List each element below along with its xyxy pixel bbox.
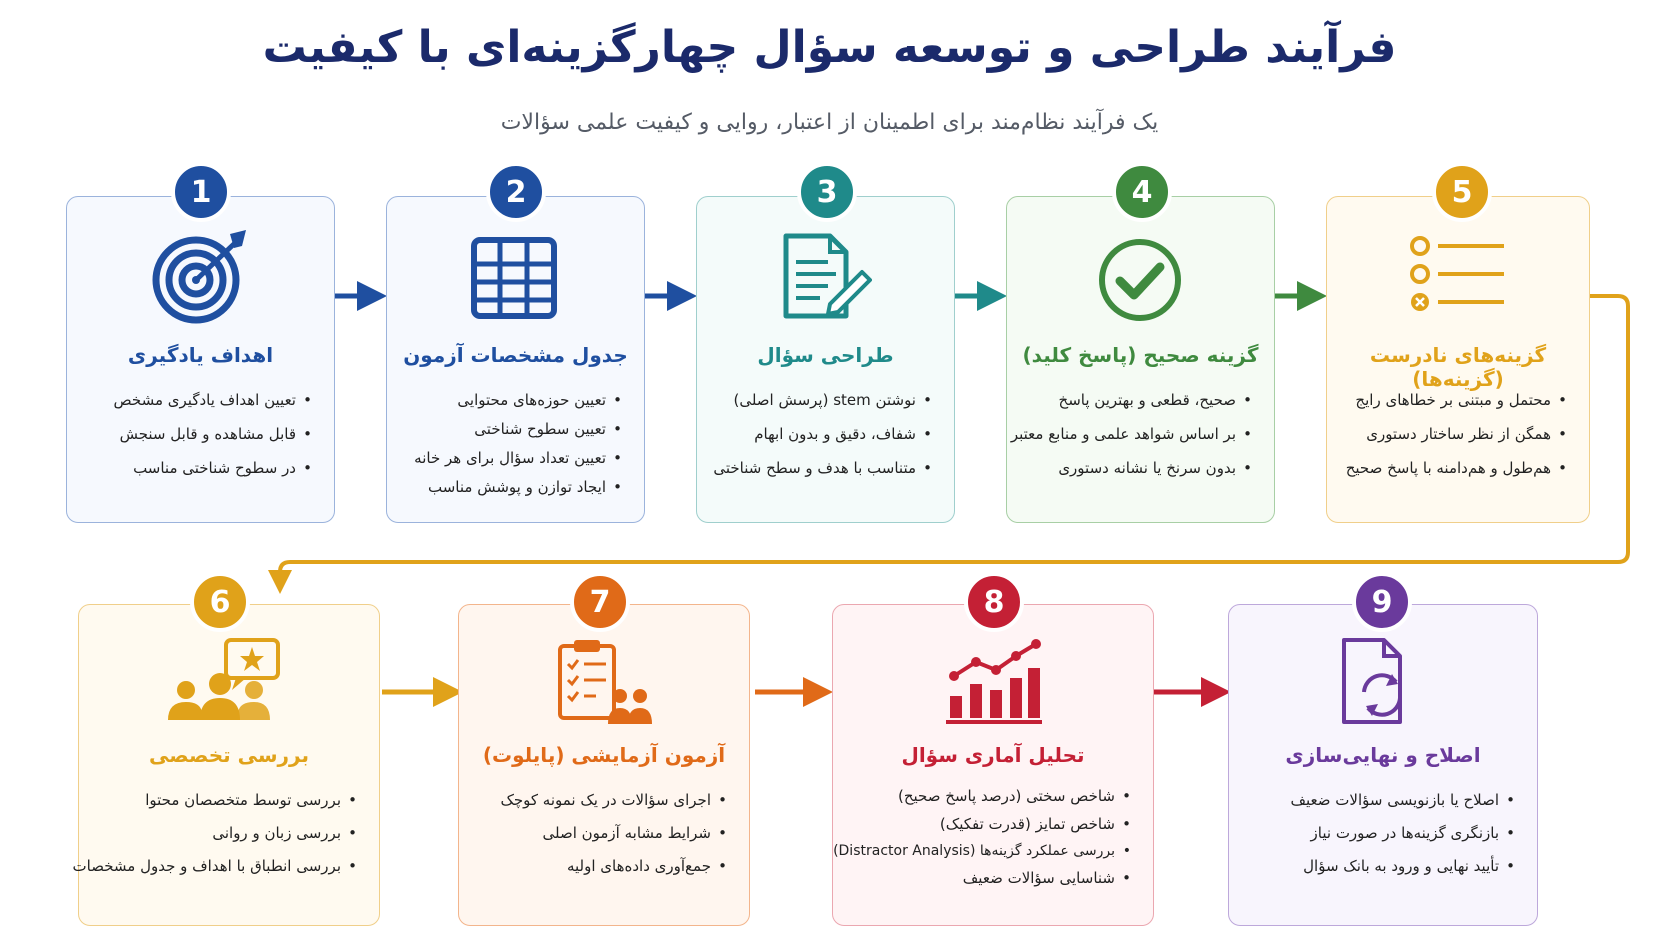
step-number-badge: 4 <box>1112 162 1172 222</box>
step-number-badge: 2 <box>486 162 546 222</box>
step-item: • بررسی زبان و روانی <box>97 824 357 842</box>
step-title: طراحی سؤال <box>757 343 894 367</box>
step-item: • ایجاد توازن و پوشش مناسب <box>405 478 622 496</box>
step-title: بررسی تخصصی <box>149 743 309 767</box>
step-item: • بررسی توسط متخصصان محتوا <box>97 791 357 809</box>
step-title: گزینه صحیح (پاسخ کلید) <box>1022 343 1259 367</box>
step-item: • بررسی عملکرد گزینه‌ها (Distractor Analysis) <box>851 843 1131 859</box>
step-item: • شفاف، دقیق و بدون ابهام <box>715 425 932 443</box>
step-item: • قابل مشاهده و قابل سنجش <box>85 425 312 443</box>
step-item: • محتمل و مبتنی بر خطاهای رایج <box>1345 391 1567 409</box>
step-item: • شرایط مشابه آزمون اصلی <box>477 824 727 842</box>
check-circle-icon <box>1096 236 1184 324</box>
bar-chart-trend-icon <box>944 638 1044 726</box>
step-number-badge: 8 <box>964 572 1024 632</box>
step-item: • در سطوح شناختی مناسب <box>85 459 312 477</box>
step-item: • تعیین سطوح شناختی <box>405 420 622 438</box>
clipboard-group-icon <box>556 636 652 728</box>
step-item: • جمع‌آوری داده‌های اولیه <box>477 857 727 875</box>
step-number-badge: 5 <box>1432 162 1492 222</box>
grid-table-icon <box>470 236 558 320</box>
step-number-badge: 9 <box>1352 572 1412 632</box>
document-refresh-icon <box>1338 636 1422 728</box>
step-item: • تأیید نهایی و ورود به بانک سؤال <box>1247 857 1515 875</box>
step-item: • تعیین اهداف یادگیری مشخص <box>85 391 312 409</box>
experts-review-icon <box>164 638 282 724</box>
page-subtitle: یک فرآیند نظام‌مند برای اطمینان از اعتبار، روایی و کیفیت علمی سؤالات <box>500 110 1159 135</box>
step-item: • هم‌طول و هم‌دامنه با پاسخ صحیح <box>1345 459 1567 477</box>
step-number-badge: 7 <box>570 572 630 632</box>
step-item: • صحیح، قطعی و بهترین پاسخ <box>1025 391 1252 409</box>
step-title: تحلیل آماری سؤال <box>901 743 1085 767</box>
step-item: • متناسب با هدف و سطح شناختی <box>715 459 932 477</box>
step-number-badge: 6 <box>190 572 250 632</box>
step-item: • تعیین تعداد سؤال برای هر خانه <box>405 449 622 467</box>
step-number-badge: 3 <box>797 162 857 222</box>
step-item: • اصلاح یا بازنویسی سؤالات ضعیف <box>1247 791 1515 809</box>
step-item: • بررسی انطباق با اهداف و جدول مشخصات <box>97 857 357 875</box>
step-title: اهداف یادگیری <box>127 343 274 367</box>
step-item: • اجرای سؤالات در یک نمونه کوچک <box>477 791 727 809</box>
page-title: فرآیند طراحی و توسعه سؤال چهارگزینه‌ای با کیفیت <box>262 22 1397 73</box>
step-item: • بر اساس شواهد علمی و منابع معتبر <box>1025 425 1252 443</box>
step-item: • تعیین حوزه‌های محتوایی <box>405 391 622 409</box>
step-item: • شناسایی سؤالات ضعیف <box>851 869 1131 887</box>
step-title: جدول مشخصات آزمون <box>403 343 628 367</box>
step-item: • نوشتن stem (پرسش اصلی) <box>715 391 932 409</box>
step-item: • شاخص تمایز (قدرت تفکیک) <box>851 815 1131 833</box>
step-number-badge: 1 <box>171 162 231 222</box>
step-item: • بازنگری گزینه‌ها در صورت نیاز <box>1247 824 1515 842</box>
step-title: آزمون آزمایشی (پایلوت) <box>482 743 726 767</box>
step-item: • همگن از نظر ساختار دستوری <box>1345 425 1567 443</box>
step-item: • شاخص سختی (درصد پاسخ صحیح) <box>851 787 1131 805</box>
step-item: • بدون سرنخ یا نشانه دستوری <box>1025 459 1252 477</box>
document-pen-icon <box>780 232 872 322</box>
options-list-icon <box>1408 234 1508 314</box>
step-title: اصلاح و نهایی‌سازی <box>1285 743 1481 767</box>
step-title: گزینه‌های نادرست (گزینه‌ها) <box>1369 343 1547 391</box>
target-icon <box>148 228 254 324</box>
